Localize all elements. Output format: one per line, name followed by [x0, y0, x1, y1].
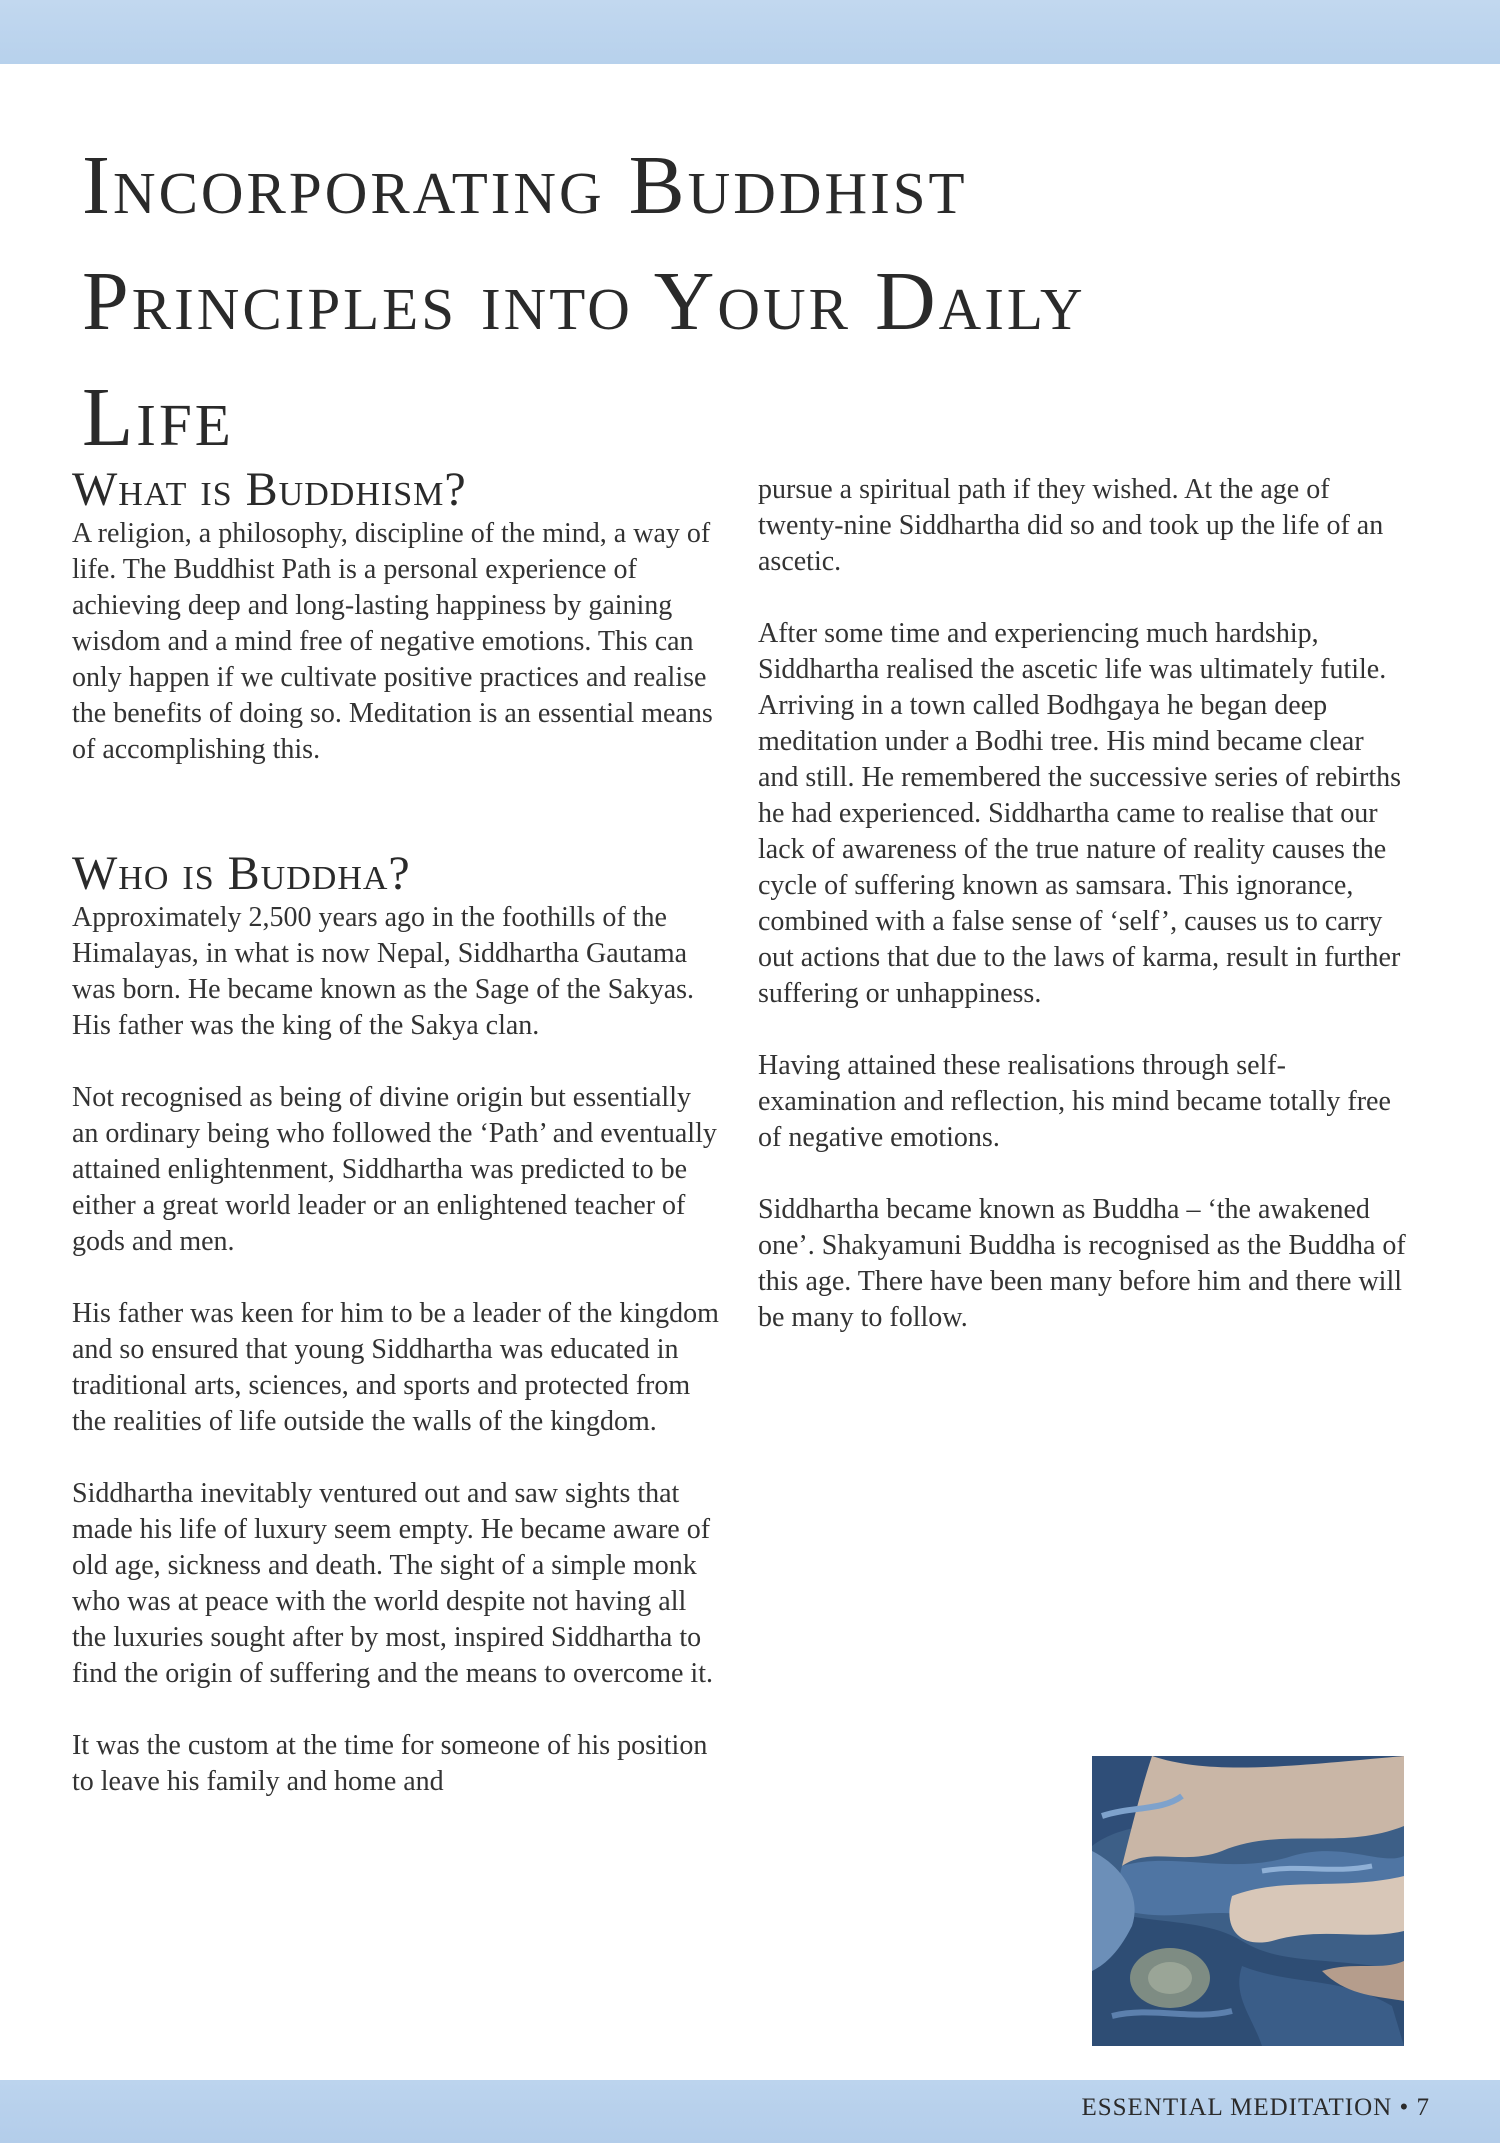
paragraph: His father was keen for him to be a leader of the kingdom and so ensured that young Siddhartha was educated in traditional arts, sciences, and sports and protected from the realities of life outside the walls of the kingdom.: [72, 1298, 719, 1437]
paragraph: pursue a spiritual path if they wished. At the age of twenty-nine Siddhartha did so and took up the life of an ascetic.: [758, 474, 1384, 577]
paragraph: Not recognised as being of divine origin but essentially an ordinary being who followed the ‘Path’ and eventually attained enlightenment, Siddhartha was predicted to be either a great world leader or an enlightened teacher of gods and men.: [72, 1082, 717, 1257]
footer-page-label: ESSENTIAL MEDITATION • 7: [1081, 2094, 1430, 2121]
right-column: [758, 472, 1408, 1372]
section-heading-who-is-buddha: Who is Buddha?: [72, 847, 411, 900]
left-column: [72, 464, 722, 1836]
mosaic-artwork-image: [1092, 1756, 1404, 2046]
paragraph: Approximately 2,500 years ago in the foothills of the Himalayas, in what is now Nepal, Siddhartha Gautama was born. He became known as the Sage of the Sakyas. His father was the king of the Sakya clan.: [72, 902, 695, 1041]
paragraph: Siddhartha inevitably ventured out and saw sights that made his life of luxury seem empty. He became aware of old age, sickness and death. The sight of a simple monk who was at peace with the world despite not having all the luxuries sought after by most, inspired Siddhartha to find the origin of suffering and the means to overcome it.: [72, 1478, 713, 1689]
section-heading-what-is-buddhism: What is Buddhism?: [72, 463, 467, 516]
paragraph: Siddhartha became known as Buddha – ‘the awakened one’. Shakyamuni Buddha is recognised as the Buddha of this age. There have been many before him and there will be many to follow.: [758, 1194, 1406, 1333]
paragraph: Having attained these realisations through self-examination and reflection, his mind became totally free of negative emotions.: [758, 1050, 1391, 1153]
paragraph: It was the custom at the time for someone of his position to leave his family and home and: [72, 1730, 708, 1797]
paragraph: A religion, a philosophy, discipline of the mind, a way of life. The Buddhist Path is a personal experience of achieving deep and long-lasting happiness by gaining wisdom and a mind free of negative emotions. This can only happen if we cultivate positive practices and realise the benefits of doing so. Meditation is an essential means of accomplishing this.: [72, 518, 713, 765]
paragraph: After some time and experiencing much hardship, Siddhartha realised the ascetic life was ultimately futile. Arriving in a town called Bodhgaya he began deep meditation under a Bodhi tree. His mind became clear and still. He remembered the successive series of rebirths he had experienced. Siddhartha came to realise that our lack of awareness of the true nature of reality causes the cycle of suffering known as samsara. This ignorance, combined with a false sense of ‘self’, causes us to carry out actions that due to the laws of karma, result in further suffering or unhappiness.: [758, 618, 1402, 1009]
top-color-band: [0, 0, 1500, 64]
page-title: Incorporating Buddhist Principles into Your Daily Life: [82, 139, 1086, 464]
